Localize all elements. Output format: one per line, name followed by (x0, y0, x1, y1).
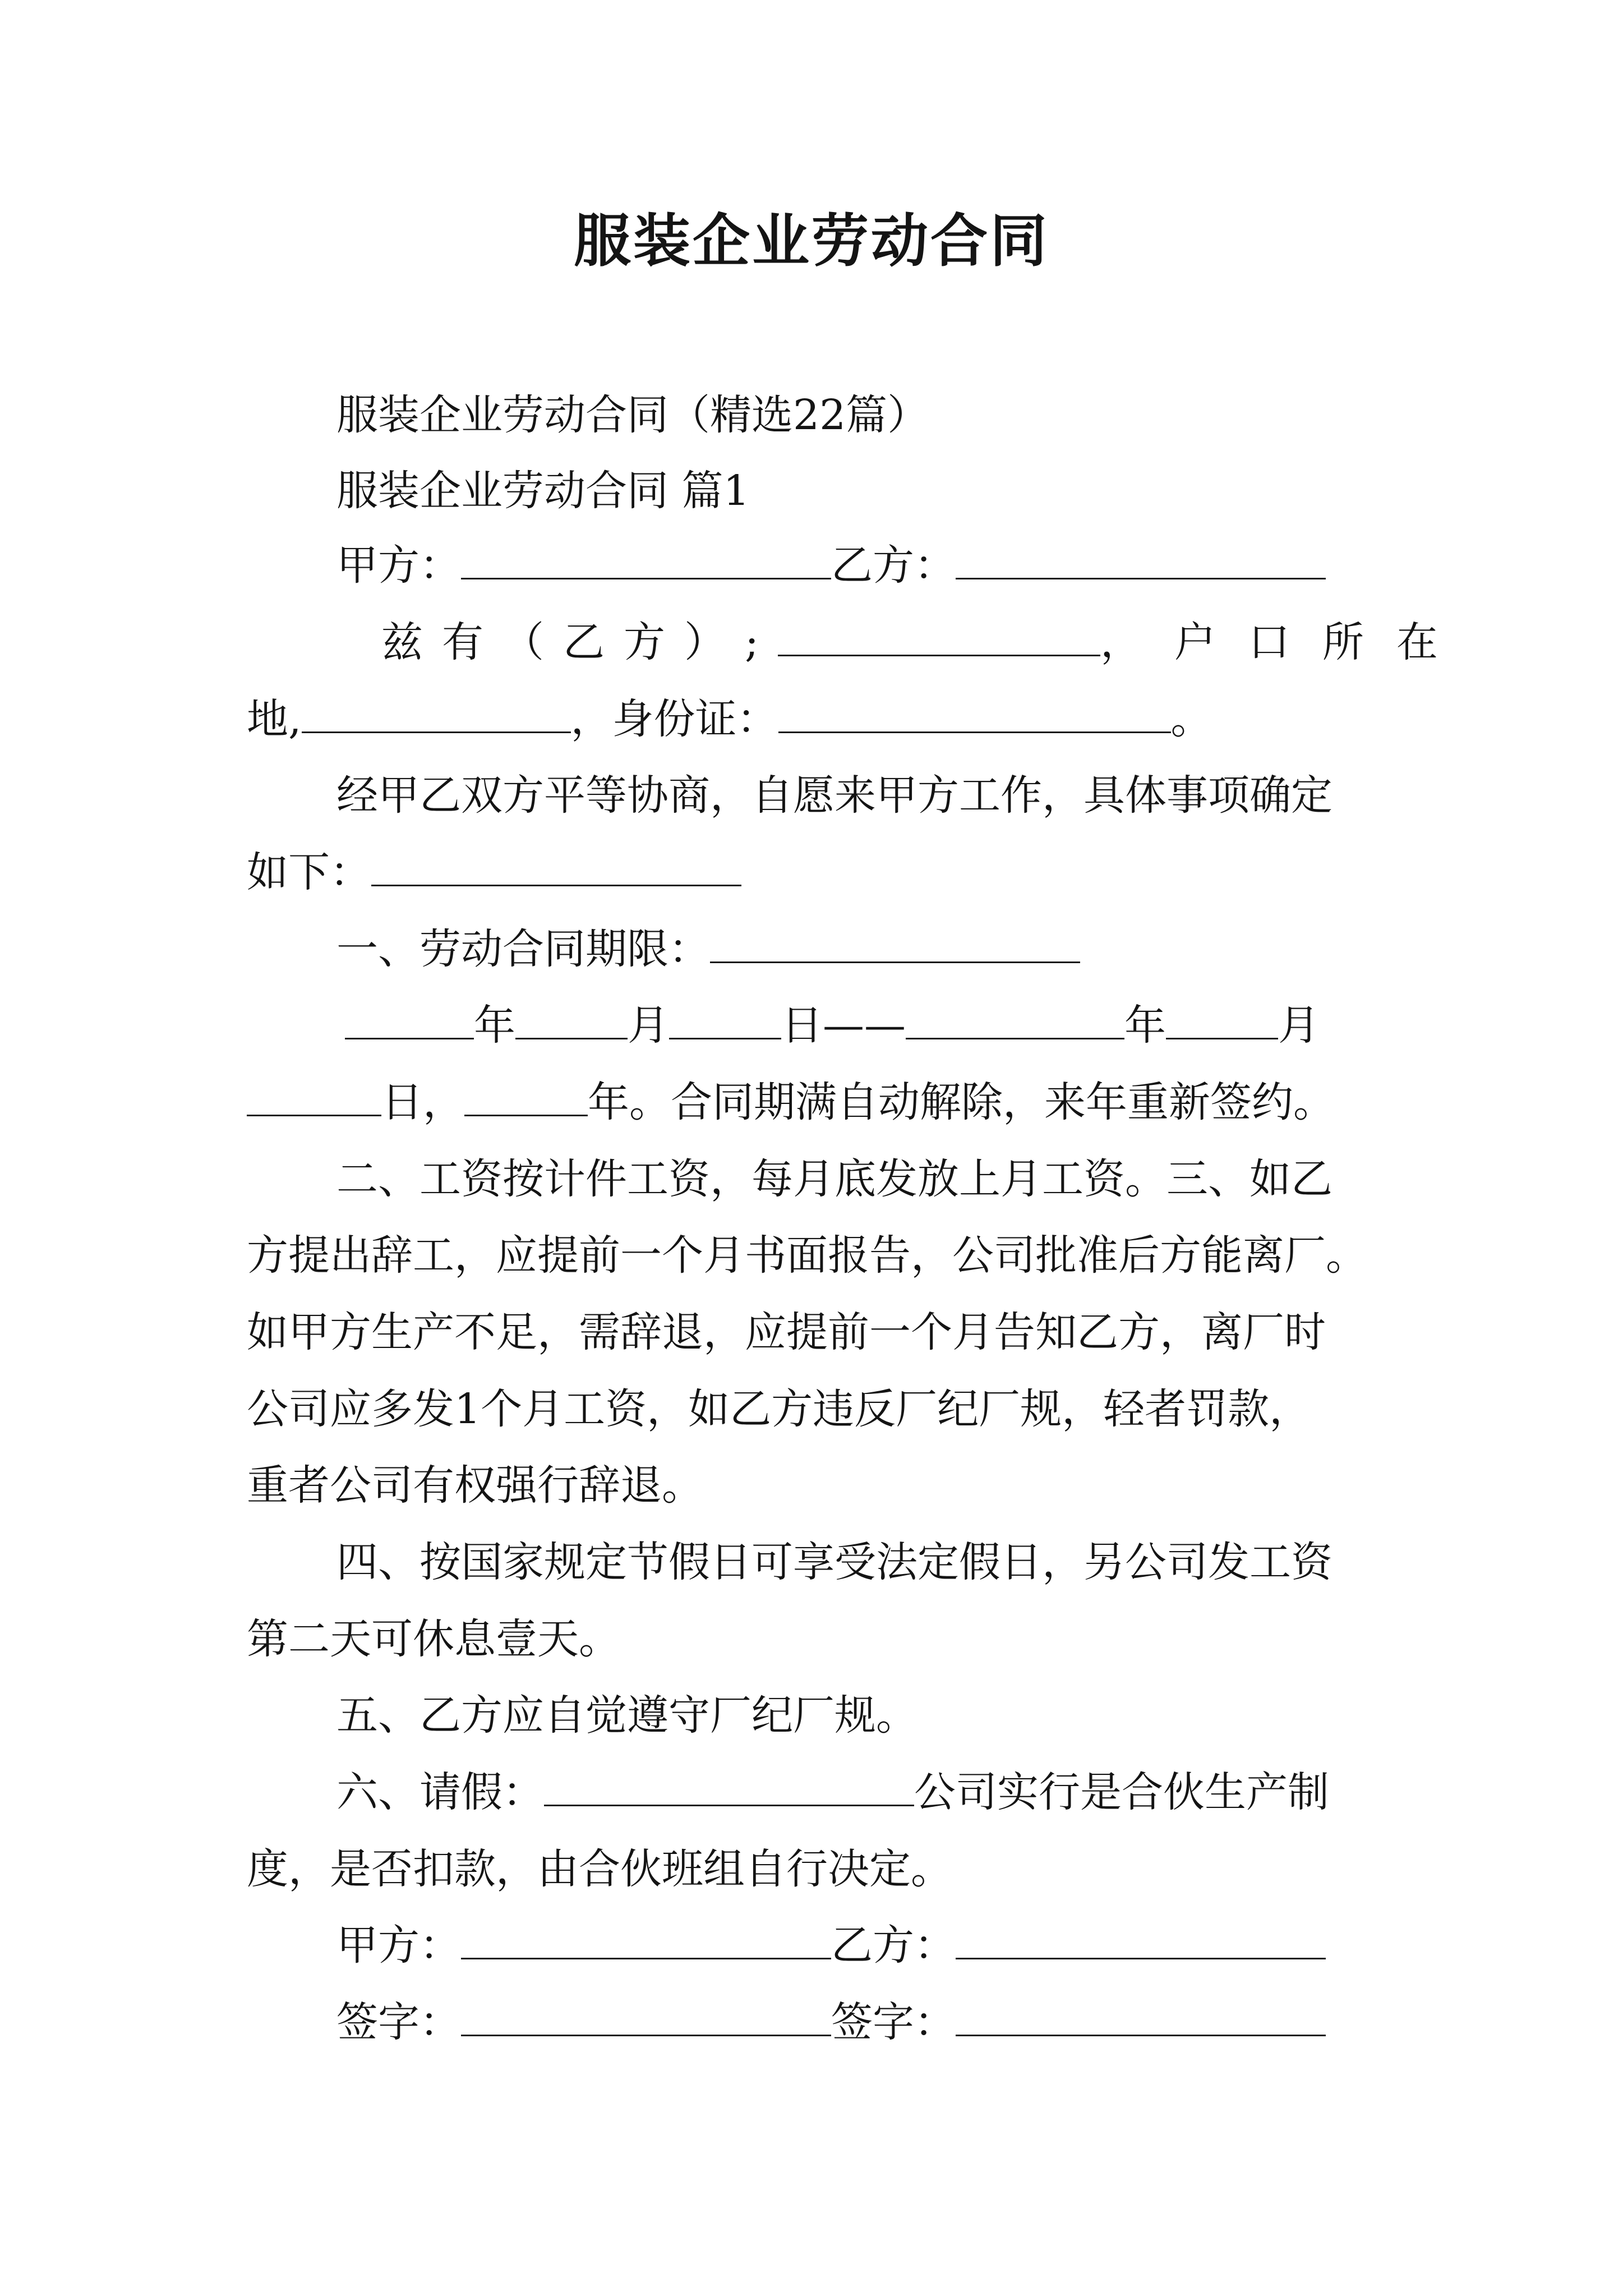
clause2-line3: 如甲方生产不足，需辞退，应提前一个月告知乙方，离厂时 (247, 1308, 1326, 1356)
clause2-line1: 二、工资按计件工资，每月底发放上月工资。三、如乙 (336, 1155, 1332, 1203)
start-day-label: 日—— (781, 1001, 906, 1050)
leave-blank (544, 1765, 914, 1806)
intro-line2 (247, 844, 741, 900)
employee-info-line2 (247, 691, 1212, 747)
clause6-text: 公司实行是合伙生产制 (914, 1768, 1329, 1816)
clause2-line4: 公司应多发1个月工资，如乙方违反厂纪厂规，轻者罚款， (247, 1385, 1311, 1433)
signature-party-row (336, 1917, 1326, 1973)
sign-a-label: 签字： (336, 1998, 461, 2046)
term-years-text: 年。合同期满自动解除，来年重新签约。 (588, 1078, 1335, 1126)
section-heading: 服装企业劳动合同 篇1 (336, 467, 750, 515)
employee-name-blank (778, 615, 1100, 656)
residence-suffix: 地, (247, 695, 302, 743)
end-month-blank (1166, 999, 1278, 1039)
clause5-line1: 五、乙方应自觉遵守厂纪厂规。 (336, 1691, 917, 1740)
start-month-blank (515, 999, 628, 1039)
end-year-label: 年 (1124, 1001, 1166, 1050)
clause1-date-line1 (345, 997, 1320, 1053)
clause1-date-line2 (247, 1074, 1335, 1130)
end-year-blank (906, 999, 1124, 1039)
clause1-label: 一、劳动合同期限： (336, 925, 710, 973)
sign-party-a-blank (461, 1918, 831, 1959)
clause4-line1: 四、按国家规定节假日可享受法定假日，另公司发工资 (336, 1538, 1332, 1586)
party-b-label: 乙方： (831, 541, 956, 590)
start-month-label: 月 (628, 1001, 669, 1050)
end-month-label: 月 (1278, 1001, 1320, 1050)
clause4-line2: 第二天可休息壹天。 (247, 1615, 620, 1663)
start-year-blank (345, 999, 474, 1039)
sign-b-blank (956, 1995, 1326, 2036)
residence-blank (302, 692, 571, 733)
clause2-line2: 方提出辞工，应提前一个月书面报告，公司批准后方能离厂。 (247, 1231, 1367, 1280)
party-a-blank (461, 539, 831, 579)
document-subtitle: 服装企业劳动合同（精选22篇） (336, 391, 929, 439)
id-blank (778, 692, 1171, 733)
id-label: ，身份证： (570, 695, 778, 743)
party-b-blank (956, 539, 1326, 579)
employee-label: 兹有（乙方）; (381, 618, 778, 666)
intro-label: 如下： (247, 848, 371, 896)
start-year-label: 年 (474, 1001, 515, 1050)
sign-party-b-label: 乙方： (831, 1921, 956, 1970)
employee-info-line1 (381, 614, 1470, 670)
clause6-line2: 度，是否扣款，由合伙班组自行决定。 (247, 1845, 952, 1893)
clause6-line1 (336, 1764, 1329, 1820)
party-row (336, 537, 1326, 593)
party-a-label: 甲方： (336, 541, 461, 590)
residence-label: ，户口所在 (1100, 618, 1470, 666)
clause1-heading (336, 921, 1080, 977)
sign-a-blank (461, 1995, 831, 2036)
clause2-line5: 重者公司有权强行辞退。 (247, 1461, 703, 1510)
document-title: 服装企业劳动合同 (574, 208, 1049, 275)
id-end: 。 (1170, 695, 1212, 743)
sign-b-label: 签字： (831, 1998, 956, 2046)
contract-term-blank (710, 922, 1080, 963)
intro-blank (371, 845, 741, 886)
signature-sign-row (336, 1994, 1326, 2050)
sign-party-b-blank (956, 1918, 1326, 1959)
intro-line1: 经甲乙双方平等协商，自愿来甲方工作，具体事项确定 (336, 771, 1332, 820)
sign-party-a-label: 甲方： (336, 1921, 461, 1970)
end-day-blank (247, 1075, 381, 1116)
term-years-blank (464, 1075, 588, 1116)
leave-label: 六、请假： (336, 1768, 544, 1816)
start-day-blank (669, 999, 781, 1039)
end-day-label: 日， (381, 1078, 464, 1126)
